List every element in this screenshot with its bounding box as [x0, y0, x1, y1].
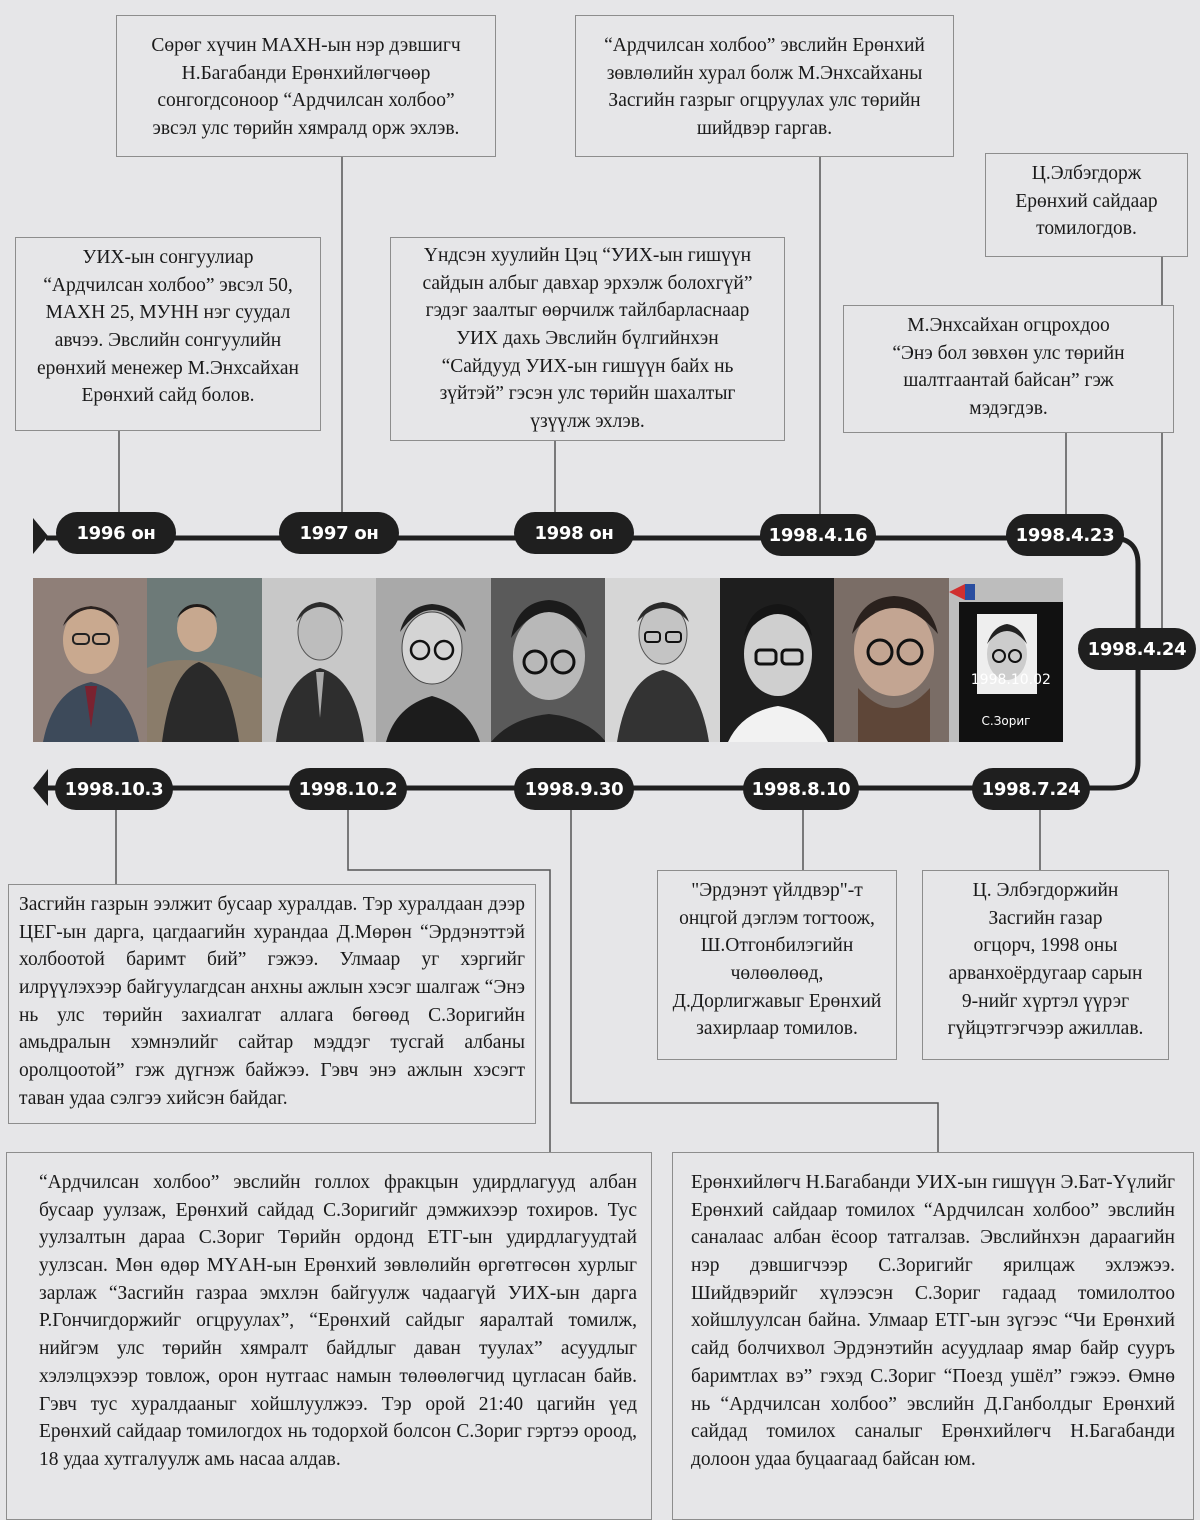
portrait-photo	[605, 578, 719, 742]
event-box-1998-8-10: "Эрдэнэт үйлдвэр"-т онцгой дэглэм тогтоож, Ш.Отгонбилэгийн чөлөөлөөд, Д.Дорлигжавыг Ерөнхий захирлаар томилов.	[657, 870, 897, 1060]
date-pill-1998-9-30: 1998.9.30	[514, 768, 634, 810]
event-box-1997: Сөрөг хүчин МАХН-ын нэр дэвшигч Н.Багабанди Ерөнхийлөгчөөр сонгогдсоноор “Ардчилсан холбоо” эвсэл улс төрийн хямралд орж эхлэв.	[116, 15, 496, 157]
date-pill-1996: 1996 он	[56, 512, 176, 554]
memorial-photo	[949, 578, 1063, 742]
date-pill-1998-4-23: 1998.4.23	[1006, 514, 1124, 556]
timeline-start-arrow	[33, 518, 48, 554]
photo-strip	[33, 578, 1063, 742]
event-box-1998-10-3: Засгийн газрын ээлжит бусаар хуралдав. Тэр хуралдаан дээр ЦЕГ-ын дарга, цагдаагийн хурандаа Д.Мөрөн “Эрдэнэттэй холбоотой баримт бий” гэжээ. Улмаар уг хэргийг илрүүлэхээр байгуулагдсан анхны ажлын хэсэг шалгаж “Энэ нь улс төрийн захиалгат аллага бөгөөд С.Зоригийн амьдралын хэмнэлийг сайтар мэддэг тусгай албаны оролцоотой” гэж дүгнэж байжээ. Гэвч энэ ажлын хэсэгт таван удаа сэлгээ хийсэн байдаг.	[8, 884, 536, 1124]
event-box-1996: УИХ-ын сонгуулиар “Ардчилсан холбоо” эвсэл 50, МАХН 25, МУНН нэг суудал авчээ. Эвслийн сонгуулийн ерөнхий менежер М.Энхсайхан Ерөнхий сайд болов.	[15, 237, 321, 431]
event-box-1998-4-23: М.Энхсайхан огцрохдоо “Энэ бол зөвхөн улс төрийн шалтгаантай байсан” гэж мэдэгдэв.	[843, 305, 1174, 433]
portrait-photo	[147, 578, 261, 742]
memorial-date-label: 1998.10.02	[970, 672, 1051, 688]
date-pill-1997: 1997 он	[279, 512, 399, 554]
date-pill-1998-4-16: 1998.4.16	[760, 514, 876, 556]
event-box-1998-4-24: Ц.Элбэгдорж Ерөнхий сайдаар томилогдов.	[985, 153, 1188, 257]
event-box-1998-7-24: Ц. Элбэгдоржийн Засгийн газар огцорч, 1998 оны арванхоёрдугаар сарын 9-нийг хүртэл үүрэг гүйцэтгэгчээр ажиллав.	[922, 870, 1169, 1060]
memorial-name-label: С.Зориг	[981, 714, 1031, 728]
event-box-1998-4-16: “Ардчилсан холбоо” эвслийн Ерөнхий зөвлөлийн хурал болж М.Энхсайханы Засгийн газрыг огцруулах улс төрийн шийдвэр гаргав.	[575, 15, 954, 157]
timeline-end-arrow	[33, 769, 48, 806]
event-box-1998: Үндсэн хуулийн Цэц “УИХ-ын гишүүн сайдын албыг давхар эрхэлж болохгүй” гэдэг заалтыг өөрчилж тайлбарласнаар УИХ дахь Эвслийн бүлгийнхэн “Сайдууд УИХ-ын гишүүн байх нь зүйтэй” гэсэн улс төрийн шахалтыг үзүүлж эхлэв.	[390, 237, 785, 441]
date-pill-1998-10-2: 1998.10.2	[289, 768, 407, 810]
portrait-photo	[720, 578, 834, 742]
date-pill-1998: 1998 он	[514, 512, 634, 554]
portrait-photo	[262, 578, 376, 742]
date-pill-1998-4-24: 1998.4.24	[1078, 628, 1196, 670]
event-box-1998-10-2: “Ардчилсан холбоо” эвслийн голлох фракцын удирдлагууд албан бусаар уулзаж, Ерөнхий сайдад С.Зоригийг дэмжихээр тохиров. Тус уулзалтын дараа С.Зориг Төрийн ордонд ЕТГ-ын удирдлагуудтай уулзсан. Мөн өдөр МҮАН-ын Ерөнхий зөвлөлийн өргөтгөсөн хурлыг зарлаж “Засгийн газраа эмхлэн байгуулж чадаагүй УИХ-ын дарга Р.Гончигдоржийг огцруулах”, “Ерөнхий сайдыг яаралтай томилж, нийгэм улс төрийн хямралт байдлыг даван туулах” асуудлыг хэлэлцэхээр товлож, орон нутгаас намын төлөөлөгчид цугласан байв. Гэвч тус хуралдааныг хойшлуулжээ. Тэр орой 21:40 цагийн үед Ерөнхий сайдаар томилогдох нь тодорхой болсон С.Зориг гэртээ ороод, 18 удаа хутгалуулж амь насаа алдав.	[6, 1152, 652, 1520]
date-pill-1998-8-10: 1998.8.10	[743, 768, 859, 810]
date-pill-1998-7-24: 1998.7.24	[972, 768, 1090, 810]
portrait-photo	[491, 578, 605, 742]
portrait-photo	[33, 578, 147, 742]
date-pill-1998-10-3: 1998.10.3	[55, 768, 173, 810]
event-box-1998-9-30: Ерөнхийлөгч Н.Багабанди УИХ-ын гишүүн Э.Бат-Үүлийг Ерөнхий сайдаар томилох “Ардчилсан холбоо” эвслийн саналаас албан ёсоор татгалзав. Эвслийнхэн дараагийн нэр дэвшигчээр С.Зоригийг ярилцаж эхлэжээ. Шийдвэрийг хүлээсэн С.Зориг гадаад томилолтоо хойшлуулсан байна. Улмаар ЕТГ-ын зүгээс “Чи Ерөнхий сайд болчихвол Эрдэнэтийн асуудлаар ямар байр сууръ баримтлах вэ” гэхэд С.Зориг “Поезд ушёл” гэжээ. Өмнө нь “Ардчилсан холбоо” эвслийн Д.Ганболдыг Ерөнхий сайдад томилох саналыг Ерөнхийлөгч Н.Багабанди долоон удаа буцаагаад байсан юм.	[672, 1152, 1194, 1520]
portrait-photo	[376, 578, 490, 742]
portrait-photo	[834, 578, 948, 742]
